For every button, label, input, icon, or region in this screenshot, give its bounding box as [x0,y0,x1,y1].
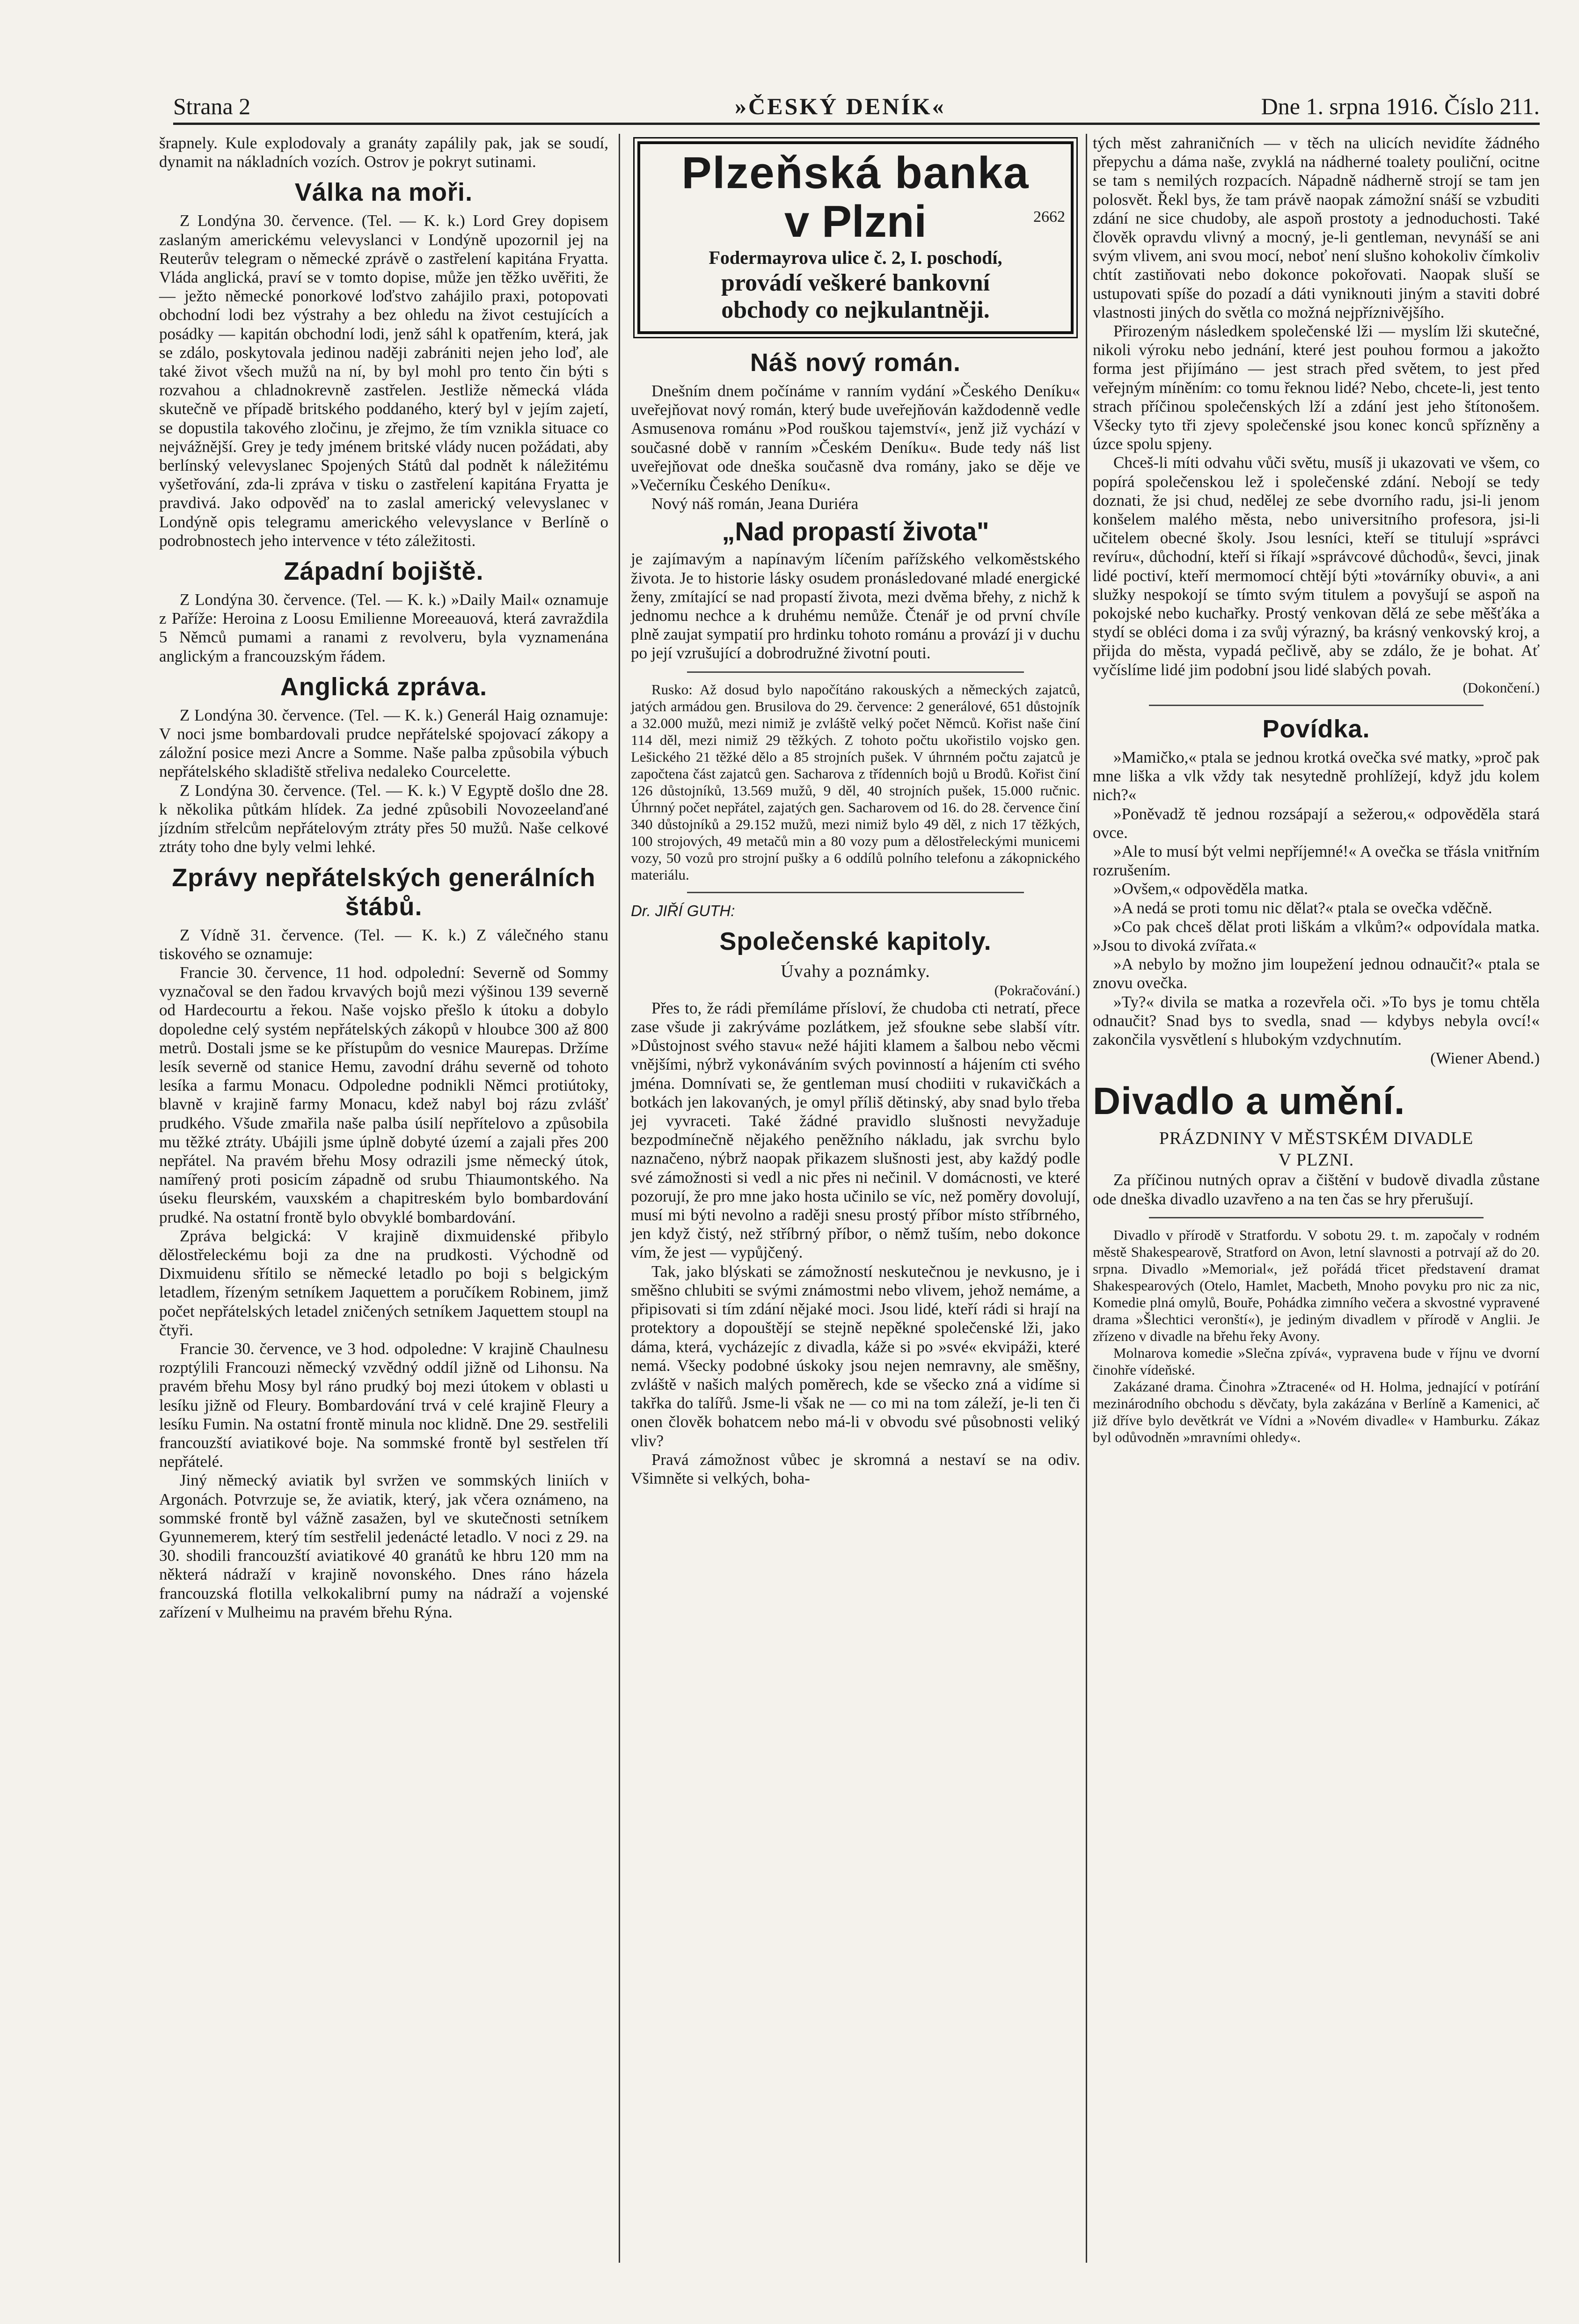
heading-theatre-arts: Divadlo a umění. [1093,1080,1405,1123]
theatre-stratford: Divadlo v přírodě v Stratfordu. V sobotu 29. t. m. započaly v rodném městě Shakespearově, Stratford on Avon, letní slavnosti a potrvají až do 20. srpna. Divadlo »Memorial«, jež pořádá třicet představení dramat Shakespearových (Otelo, Hamlet, Macbeth, Mnoho povyku pro nic za nic, Komedie plná omylů, Bouře, Pohádka zimního večera a skvostné vypravené drama »Šlechtici veronští«), je jediným divadlem v přírodě v Anglii. Je zřízeno v divadle na břehu řeky Avony. [1093,1226,1540,1344]
story-line-4: »Ovšem,« odpověděla matka. [1113,880,1309,898]
heading-western-front: Západní bojiště. [284,557,484,586]
english-report-1: Z Londýna 30. července. (Tel. — K. k.) Generál Haig oznamuje: V noci jsme bombardovali prudce nepřátelské spojovací zákopy a záložní posice mezi Ancre a Somme. Naše palba způsobila výbuch nepřátelského skladiště střeliva nedaleko Courcelette. [159,706,608,781]
heading-english-report: Anglická zpráva. [280,672,488,701]
paper-title: »ČESKÝ DENÍK« [735,93,946,119]
story-source: (Wiener Abend.) [1430,1049,1540,1068]
bank-advertisement [637,141,1074,334]
ad-services-2: obchody co nejkulantněji. [721,297,990,323]
staff-report-france-1: Francie 30. července, 11 hod. odpolední: Severně od Sommy vyznačoval se den řadou krvavých bojů mezi výšinou 139 severně od Hardecourtu a řekou. Naše vojsko přešlo k útoku a dobylo dopoledne celý systém nepřátelských zákopů v hloubce 300 až 800 metrů. Dostali jsme se ke přístupům do vesnice Maurepas. Držíme lesík severně od stanice Hemu, zavodní dráhu severně od tohoto lesíka a farmu Monacu. Odpoledne podnikli Němci protiútoky, blavně v krajině farmy Monacu, kdež nabyl boj rázu zvlášť prudkého. Všude zmařila naše palba úsilí nepřítelovo a způsobila mu těžké ztráty. Ubájili jsme úplně dobyté území a zajali přes 200 nepřátel. Na pravém břehu Mosy odrazili jsme německý útok, namířený proti posicím západně od srubu Thiaumontského. Na úseku fleurském, vauxském a chapitreském bylo bombardování prudké. Na ostatní frontě bylo obvyklé bombardování. [159,963,608,1226]
ad-bank-name: Plzeňská banka [681,148,1030,198]
article-byline: Dr. JIŘÍ GUTH: [631,902,735,919]
column-3 [1093,134,1540,1446]
section-divider-3 [1149,705,1484,706]
issue-date: Dne 1. srpna 1916. Číslo 211. [1261,93,1540,119]
social-paragraph-5: Přirozeným následkem společenské lži — myslím lži skutečné, nikoli výroku nebo jednání, které jest pouhou formou a jakožto forma jest přijímáno — jest strach před světem, to jest před veřejným míněním: co tomu řeknou lidé? Nebo, chcete-li, jest tento strach příčinou společenských lží a zdání jest jeho štítonošem. Všecky tyto tři zjevy společenské jsou konec konců spřízněny a úzce spolu spjeny. [1093,322,1540,453]
novel-announcement: Dnešním dnem počínáme v ranním vydání »Českého Deníku« uveřejňovat nový román, který bude uveřejňován každodenně vedle Asmusenova románu »Pod rouškou tajemství«, jenž již vychází v současné době v ranním »Českém Deníku«. Bude tedy náš list uveřejňovat ode dneška současně dva romány, jako se děje ve »Večerníku Českého Deníku«. [631,382,1080,495]
heading-story: Povídka. [1262,714,1370,743]
heading-enemy-staff-reports: Zprávy nepřátelských generálních štábů. [172,863,596,921]
staff-report-france-2: Francie 30. července, ve 3 hod. odpoledne: V krajině Chaulnesu rozptýlili Francouzi německý vzvědný oddíl jižně od Lihonsu. Na pravém břehu Mosy byl ráno prudký boj mezi útokem v oblasti u lesíku jižně od Fleury. Bombardování trvá v celé krajině Fleury a lesíku Fumin. Na ostatní frontě minula noc klidně. Dne 29. sestřelili francouzští aviatikové boje. Na sommské frontě byl sestřelen tří nepřátelé. [159,1339,608,1471]
story-line-8: »Ty?« divila se matka a rozevřela oči. »To bys je tomu chtěla odnaučit? Snad bys to svedla, snad — kdybys nebyla ovcí!« zakončila vysvětlení s hlubokým vzdychnutím. [1093,992,1540,1049]
article-intro: šrapnely. Kule explodovaly a granáty zapálily pak, jak se soudí, dynamit na nákladních vozích. Ostrov je pokryt sutinami. [159,134,608,171]
header-rule [173,123,1540,125]
heading-social-chapters: Společenské kapitoly. [719,927,992,955]
theatre-subheading-2: V PLZNI. [1278,1150,1354,1170]
heading-new-novel: Náš nový román. [750,349,961,377]
theatre-molnar: Molnarova komedie »Slečna zpívá«, vypravena bude v říjnu ve dvorní činohře vídeňské. [1093,1344,1540,1378]
ad-services-1: provádí veškeré bankovní [721,270,990,296]
novel-title: „Nad propastí života" [722,517,989,546]
sea-report: Z Londýna 30. července. (Tel. — K. k.) Lord Grey dopisem zaslaným americkému velevyslanci v Londýně upozornil jej na Reuterův telegram o německé zprávě o zastřelení kapitána Fryatta. Vláda anglická, praví se v tomto dopise, může jen těžko uvěřiti, že — ježto německé ponorkové loďstvo zahájilo praxi, potopovati obchodní lodi bez výstrahy a bez ohledu na život cestujících a posádky — kapitán obchodní lodi, jenž sáhl k opatřením, která, jak se zdálo, poskytovala jedinou naději zabrániti nejen jeho loď, ale také život všech mužů na ní, by byl mohl pro tento čin býti s rozvahou a chladnokrevně zastřelen. Jestliže německá vláda skutečně ve případě britského poddaného, který byl v jejím zajetí, se dopustila takového zločinu, je zřejmo, že tím vznikla situace co nejvážnější. Grey je tedy jménem britské vlády nucen požádati, aby berlínský velevyslanec Spojených Států dal podnět k náležitému vyšetřování, zda-li zpráva v tisku o zastřelení kapitána Fryatta je pravdivá. Jako odpověď na to zaslal americký velevyslanec v Londýně opis telegramu amerického velevyslance v Berlíně o podrobnostech jeho intervence v této záležitosti. [159,211,608,550]
russia-report: Rusko: Až dosud bylo napočítáno rakouských a německých zajatců, jatých armádou gen. Brusilova do 29. července: 2 generálové, 651 důstojník a 32.000 mužů, mezi nimiž je zvláště velký počet Němců. Kořist naše činí 114 děl, mezi nimiž 29 těžkých. Z tohoto počtu ukořistilo vojsko gen. Lešického 21 těžké dělo a 85 strojních pušek. V úhrnném počtu zajatců je započtena část zajatců gen. Sacharova z třídenních bojů u Brodů. Kořist činí 126 důstojníků, 13.569 mužů, 9 děl, 40 strojních pušek, 15.000 ručnic. Úhrnný počet nepřátel, zajatých gen. Sacharovem od 16. do 28. července činí 340 důstojníků a 29.152 mužů, mezi nimiž bylo 49 děl, z nich 17 těžkých, 100 strojových, 49 metačů min a 80 vozy pum a dělostřeleckými municemi vozy, 50 vozů pro strojní pušky a 6 oddílů polního telefonu a zákopnického materiálu. [631,681,1080,883]
column-rule-1 [619,134,620,2263]
social-paragraph-3: Pravá zámožnost vůbec je skromná a nestaví se na odiv. Všimněte si velkých, boha- [631,1450,1080,1487]
staff-report-aviation: Jiný německý aviatik byl svržen ve sommských liniích v Argonách. Potvrzuje se, že aviatik, který, jak včera oznámeno, na sommské frontě byl vážně zasažen, byl ve skutečnosti setníkem Gyunnemerem, který tím sestřelil jedenácté letadlo. V noci z 29. na 30. shodili francouzští aviatikové 40 granátů ke hbru 120 mm na některá nádraží v krajině novonského. Dnes ráno házela francouzská flotilla velkokalibrní pumy na nádraží a vojenské zařízení v Mulheimu na pravém břehu Rýna. [159,1471,608,1621]
social-to-be-concluded: (Dokončení.) [1462,679,1540,696]
social-paragraph-6: Chceš-li míti odvahu vůči světu, musíš ji ukazovati ve všem, co popírá společenskou lež i společenské zdání. Nebojí se tedy doznati, že jsi chud, nedělej ze sebe dvorního radu, jsi-li jenom konšelem malého města, nebo universitního profesora, jsi-li učitelem obecné školy. Jsou lesníci, kteří se titulují »správci revíru«, důchodní, kteří si říkají »správcové důchodů«, ševci, jinak lidé poctiví, kteří mermomocí chtějí býti »továrníky obuvi«, a ani služky nespokojí se tímto svým titulem a povyšují se aspoň na pokojské nebo kuchařky. Prostý venkovan dělá ze sebe měšťáka a stydí se obléci doma i za svůj výrazný, ba krásný venkovský kroj, a přijda do města, vypadá pečlivě, aby se zdálo, že je bohat. Ať vyčíslíme lidé jim podobní jsou lidé slabých povah. [1093,453,1540,679]
section-divider-4 [1149,1217,1484,1218]
story-line-7: »A nebylo by možno jim loupežení jednou odnaučit?« ptala se znovu ovečka. [1093,955,1540,992]
column-2 [631,134,1080,1488]
section-divider [687,671,1024,673]
page-number: Strana 2 [173,93,251,119]
theatre-subheading-1: PRÁZDNINY V MĚSTSKÉM DIVADLE [1159,1129,1474,1149]
social-paragraph-2: Tak, jako blýskati se zámožností neskutečnou je nevkusno, je i směšno chlubiti se svými známostmi nebo vlivem, jehož nemáme, a připisovati si tím zdání nějaké moci. Jsou lidé, kteří rádi si hrají na protektory a dopouštějí se stejně nepěkné společenské lži, jako dáma, která, vycházejíc z divadla, káže si po »své« ekvipáži, které nemá. Všecky podobné úskoky jsou nejen nemravny, ale směšny, zvláště v našich malých poměrech, kde se všecko zná a vidíme si takřka do talířů. Jsme-li však ne — co mi na tom záleží, je-li ten či onen člověk bohatcem nebo má-li v obvodu své působnosti veliký vliv? [631,1262,1080,1450]
masthead [173,92,1540,121]
western-report: Z Londýna 30. července. (Tel. — K. k.) »Daily Mail« oznamuje z Paříže: Heroina z Loosu Emilienne Moreeauová, která zavraždila 5 Němců pumami a ranami z revolveru, byla vyznamenána anglickým a francouzským řádem. [159,590,608,665]
section-divider-2 [687,892,1024,893]
ad-address: Fodermayrova ulice č. 2, I. poschodí, [709,247,1002,268]
ad-bank-city [646,197,1065,246]
story-line-1: »Mamičko,« ptala se jednou krotká ovečka své matky, »proč pak mne liška a vlk vždy tak nesytedně prohlížejí, když jdu kolem nich?« [1093,748,1540,804]
story-line-3: »Ale to musí být velmi nepříjemné!« A ovečka se třásla vnitřním rozrušením. [1093,842,1540,880]
english-report-2: Z Londýna 30. července. (Tel. — K. k.) V Egyptě došlo dne 28. k několika půtkám hlídek. Za jedné způsobili Novozeelanďané jízdním střelcům nepřátelovým ztráty přes 50 mužů. Naše celkové ztráty toho dne byly velmi lehké. [159,781,608,856]
theatre-closure-notice: Za příčinou nutných oprav a čištění v budově divadla zůstane ode dneška divadlo uzavřeno a na ten čas se hry přerušují. [1093,1171,1540,1208]
social-paragraph-4: tých měst zahraničních — v těch na ulicích nevidíte žádného přepychu a dáma naše, zvyklá na nádherné toalety pouliční, ocitne se tam s nemilých rozpacích. Nápadně nádherně strojí se tam jen polosvět. Řekl bys, že tam právě naopak zámožní snáší se vzbuditi zdání ne sice chudoby, ale aspoň prostoty a jednoduchosti. Také člověk opravdu vlivný a mocný, je-li gentleman, nevynáší se ani svým vlivem, ani svou mocí, neboť není slušno kohokoliv čímkoliv chtít zastiňovati nebo dokonce pokořovati. Naopak sluší se ustupovati spíše do pozadí a dáti vyniknouti jiným a staviti dobré vlastnosti jiných do světla co možná nejpříznivějšího. [1093,134,1540,321]
staff-report-intro: Z Vídně 31. července. (Tel. — K. k.) Z válečného stanu tiskového se oznamuje: [159,925,608,963]
social-paragraph-1: Přes to, že rádi přemíláme přísloví, že chudoba cti netratí, přece zase všude ji zakrýváme pozlátkem, jež sfoukne sebe slabší vítr. »Důstojnost svého stavu« nežé hájiti klamem a šalbou nebo věcmi vnějšími, nýbrž vykonáváním svých povinností a hájením cti svého jména. Domnívati se, že gentleman musí chodiiti v rukavičkách a botkách jen lakovaných, je omyl příliš dětinský, aby snad bylo třeba jej vyvraceti. Také žádné pravidlo slušnosti nevyžaduje bezpodmínečně nějakého peněžního nákladu, jak svrchu bylo naznačeno, nýbrž naopak přikazem slušnosti jest, aby každý podle své zámožnosti si vedl a nic přes ni nečinil. V domácnosti, ve které pozorují, že pro mne jako hosta učinilo se víc, než poměry dovolují, musí mi býti nevolno a raději snesu prostý příbor místo stříbrného, jen když čistý, než stříbrný příbor, o němž tuším, nebo dokonce vím, že jest — vypůjčený. [631,998,1080,1262]
novel-author: Nový náš román, Jeana Duriéra [651,495,859,513]
heading-war-at-sea: Válka na moři. [294,178,473,207]
theatre-banned-drama: Zakázané drama. Činohra »Ztracené« od H. Holma, jednající v potírání mezinárodního obchodu s děvčaty, byla zakázána v Berlíně a Kamenici, ač již dříve bylo devětkrát ve Vídni a »Novém divadle« v Hamburku. Zákaz byl odůvodněn »mravními ohledy«. [1093,1378,1540,1445]
story-line-2: »Poněvadž tě jednou rozsápají a sežerou,« odpověděla stará ovce. [1093,804,1540,842]
social-subtitle: Úvahy a poznámky. [781,961,930,981]
story-line-5: »A nedá se proti tomu nic dělat?« ptala se ovečka vděčně. [1113,898,1492,917]
staff-report-belgium: Zpráva belgická: V krajině dixmuidenské přibylo dělostřeleckému boji za dne na prudkosti. Východně od Dixmuidenu sřítilo se německé letadlo po boji s belgickým letadlem, řízeným setníkem Jaquettem a poručíkem Robinem, jimž počet nepřátelských letadel zničených setníkem Jaquettem stoupl na čtyři. [159,1226,608,1339]
ad-code: 2662 [1033,208,1065,226]
ad-city-text: v Plzni [784,197,927,247]
novel-description: je zajímavým a napínavým líčením pařížského velkoměstského života. Je to historie lásky osudem pronásledované mladé energické ženy, zmítající se nad propastí života, mezi dvěma břehy, z nichž k jednomu nechce a k druhému nemůže. Čtenář je od první chvíle plně zaujat sympatií pro hrdinku tohoto románu a provází ji v duchu po její vzrušující a dobrodružné životní pouti. [631,550,1080,663]
column-1 [159,134,608,1622]
column-rule-2 [1086,134,1087,2263]
story-line-6: »Co pak chceš dělat proti liškám a vlkům?« odpovídala matka. »Jsou to divoká zvířata.« [1093,917,1540,954]
social-continued: (Pokračování.) [994,982,1080,998]
